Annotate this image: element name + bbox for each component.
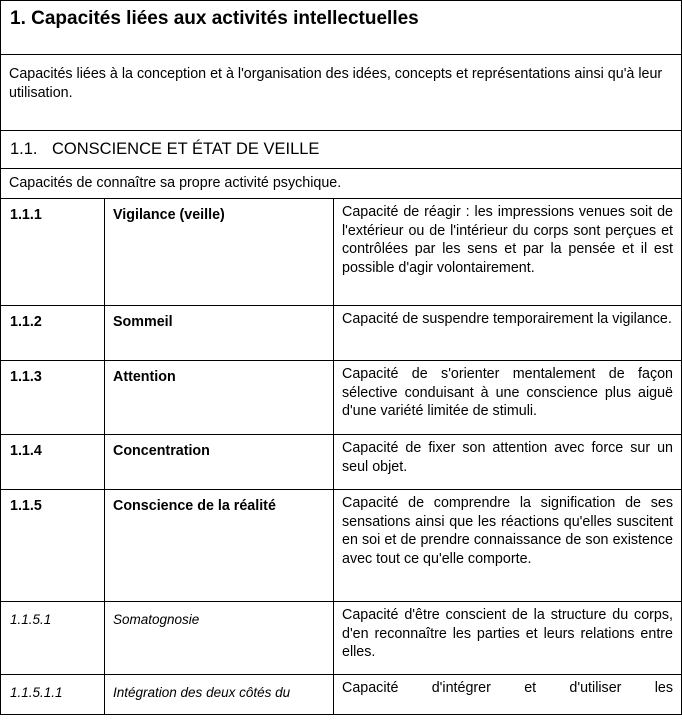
subsection-title: CONSCIENCE ET ÉTAT DE VEILLE [52,140,320,158]
row-code: 1.1.5 [1,490,105,602]
row-definition: Capacité d'être conscient de la structure du corps, d'en reconnaître les parties et leurs relations entre elles. [334,602,682,675]
row-definition: Capacité de réagir : les impressions venues soit de l'extérieur ou de l'intérieur du corps sont perçues et contrôlées par les sens et par la pensée et il est possible d'agir volontairement. [334,199,682,306]
table-row [1,199,682,306]
row-code: 1.1.4 [1,435,105,490]
subsection-heading-row [1,131,682,169]
table-row [1,490,682,602]
row-code: 1.1.2 [1,306,105,361]
subsection-description: Capacités de connaître sa propre activité psychique. [1,169,682,199]
section-number: 1. [10,8,26,29]
subsection-heading [1,131,682,169]
table-row [1,435,682,490]
row-definition: Capacité de comprendre la signification de ses sensations ainsi que les réactions qu'elles suscitent en soi et de prendre connaissance de son existence avec tout ce qu'elle comporte. [334,490,682,602]
subsection-description-row [1,169,682,199]
row-code: 1.1.5.1.1 [1,675,105,715]
row-definition: Capacité de fixer son attention avec force sur un seul objet. [334,435,682,490]
row-name: Concentration [105,435,334,490]
row-definition: Capacité de suspendre temporairement la vigilance. [334,306,682,361]
table-row [1,306,682,361]
row-definition: Capacité de s'orienter mentalement de façon sélective conduisant à une conscience plus aiguë d'une variété limitée de stimuli. [334,361,682,435]
section-description: Capacités liées à la conception et à l'organisation des idées, concepts et représentations ainsi qu'à leur utilisation. [1,55,682,131]
row-code: 1.1.1 [1,199,105,306]
row-code: 1.1.3 [1,361,105,435]
table-row [1,361,682,435]
row-name: Intégration des deux côtés du [105,675,334,715]
table-row [1,602,682,675]
row-name: Somatognosie [105,602,334,675]
row-code: 1.1.5.1 [1,602,105,675]
subsection-number: 1.1. [10,140,38,158]
row-name: Vigilance (veille) [105,199,334,306]
section-heading [1,1,682,55]
row-name: Attention [105,361,334,435]
section-title: Capacités liées aux activités intellectuelles [31,8,419,29]
table-row [1,675,682,715]
row-name: Conscience de la réalité [105,490,334,602]
section-heading-row [1,1,682,55]
row-name: Sommeil [105,306,334,361]
row-definition: Capacité d'intégrer et d'utiliser les [334,675,682,715]
section-description-row [1,55,682,131]
